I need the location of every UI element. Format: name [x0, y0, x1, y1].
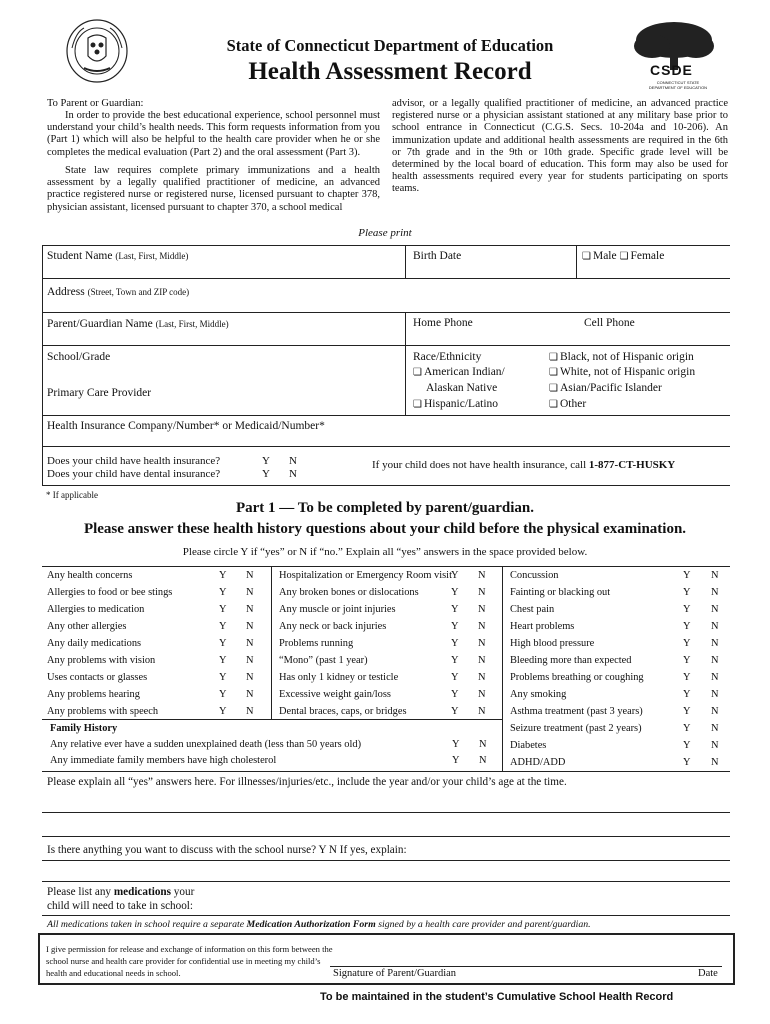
answer-no-col2-3[interactable]: N	[478, 604, 486, 615]
question-col3-11: Diabetes	[510, 740, 547, 751]
question-col2-5: Problems running	[279, 638, 354, 649]
meds-text-a: Please list any	[47, 886, 114, 898]
question-col3-10: Seizure treatment (past 2 years)	[510, 723, 642, 734]
nurse-line-2[interactable]	[42, 881, 730, 882]
explain-line-1[interactable]	[42, 812, 730, 813]
state-seal	[64, 18, 130, 84]
parent-name-hint: (Last, First, Middle)	[155, 319, 229, 329]
question-col3-5: High blood pressure	[510, 638, 595, 649]
answer-yes-col1-4[interactable]: Y	[219, 621, 227, 632]
health-ins-n[interactable]: N	[289, 455, 297, 467]
question-col3-12: ADHD/ADD	[510, 757, 566, 768]
answer-yes-col1-7[interactable]: Y	[219, 672, 227, 683]
answer-no-col3-5[interactable]: N	[711, 638, 719, 649]
question-col2-3: Any muscle or joint injuries	[279, 604, 396, 615]
question-col1-2: Allergies to food or bee stings	[47, 587, 173, 598]
answer-no-col3-8[interactable]: N	[711, 689, 719, 700]
answer-yes-col3-7[interactable]: Y	[683, 672, 691, 683]
answer-yes-col2-2[interactable]: Y	[451, 587, 459, 598]
dental-ins-y[interactable]: Y	[262, 468, 270, 480]
answer-no-col3-9[interactable]: N	[711, 706, 719, 717]
answer-no-col3-1[interactable]: N	[711, 570, 719, 581]
meds-note-a: All medications taken in school require a separate	[47, 919, 247, 930]
answer-no-col2-8[interactable]: N	[478, 689, 486, 700]
csde-logo-text: CSDE	[650, 62, 693, 78]
female-checkbox[interactable]: ❏ Female	[619, 250, 664, 262]
question-col3-1: Concussion	[510, 570, 559, 581]
answer-yes-col3-4[interactable]: Y	[683, 621, 691, 632]
answer-yes-col1-8[interactable]: Y	[219, 689, 227, 700]
race-white-checkbox[interactable]: ❏ White, not of Hispanic origin	[549, 366, 695, 378]
permission-text: I give permission for release and exchange of information on this form between the school nurse and health care provider for confidential use in meeting my child’s health and educational needs in school.	[46, 944, 333, 978]
if-applicable-note: * If applicable	[46, 490, 98, 500]
question-col3-3: Chest pain	[510, 604, 555, 615]
answer-yes-col2-4[interactable]: Y	[451, 621, 459, 632]
sex-options	[582, 250, 664, 262]
family-q1-y[interactable]: Y	[452, 739, 460, 750]
question-col3-8: Any smoking	[510, 689, 567, 700]
answer-yes-col2-6[interactable]: Y	[451, 655, 459, 666]
race-black-checkbox[interactable]: ❏ Black, not of Hispanic origin	[549, 351, 694, 363]
nurse-question[interactable]: Is there anything you want to discuss with the school nurse? Y N If yes, explain:	[47, 844, 407, 856]
answer-no-col1-9[interactable]: N	[246, 706, 254, 717]
answer-yes-col1-6[interactable]: Y	[219, 655, 227, 666]
explain-line-2[interactable]	[42, 836, 730, 837]
answer-yes-col2-1[interactable]: Y	[451, 570, 459, 581]
answer-no-col2-6[interactable]: N	[478, 655, 486, 666]
intro-salutation: To Parent or Guardian:	[47, 98, 144, 109]
birth-date-field[interactable]: Birth Date	[413, 250, 462, 262]
answer-no-col1-6[interactable]: N	[246, 655, 254, 666]
part1-instructions: Please circle Y if “yes” or N if “no.” Explain all “yes” answers in the space provided below.	[182, 546, 588, 558]
please-print: Please print	[358, 227, 412, 239]
insurance-field[interactable]: Health Insurance Company/Number* or Medicaid/Number*	[47, 420, 325, 432]
question-col1-5: Any daily medications	[47, 638, 142, 649]
husky-note	[372, 459, 675, 471]
answer-yes-col3-11[interactable]: Y	[683, 740, 691, 751]
answer-no-col3-12[interactable]: N	[711, 757, 719, 768]
answer-yes-col2-3[interactable]: Y	[451, 604, 459, 615]
question-col2-1: Hospitalization or Emergency Room visit	[279, 570, 452, 581]
question-col1-4: Any other allergies	[47, 621, 127, 632]
student-name-label: Student Name	[47, 250, 113, 262]
medications-prompt[interactable]	[47, 885, 194, 913]
date-label: Date	[698, 968, 718, 979]
intro-left-p2: State law requires complete primary immunizations and a health assessment by a legally qualified practitioner of medicine, an advanced practice registered nurse or registered nurse, licensed pursuant to chapter 378, physician assistant, licensed pursuant to chapter 370, a school medical	[47, 165, 380, 213]
part1-title: Part 1 — To be completed by parent/guardian.	[235, 500, 535, 516]
question-col1-6: Any problems with vision	[47, 655, 156, 666]
answer-no-col2-2[interactable]: N	[478, 587, 486, 598]
dental-ins-n[interactable]: N	[289, 468, 297, 480]
question-col3-2: Fainting or blacking out	[510, 587, 611, 598]
male-checkbox[interactable]: ❏ Male	[582, 250, 617, 262]
part1-subtitle: Please answer these health history questions about your child before the physical examination.	[83, 521, 687, 537]
answer-no-col1-8[interactable]: N	[246, 689, 254, 700]
agency-name: State of Connecticut Department of Education	[226, 36, 554, 55]
answer-no-col3-11[interactable]: N	[711, 740, 719, 751]
answer-no-col3-10[interactable]: N	[711, 723, 719, 734]
family-q1-n[interactable]: N	[479, 739, 487, 750]
answer-no-col2-4[interactable]: N	[478, 621, 486, 632]
answer-yes-col1-1[interactable]: Y	[219, 570, 227, 581]
csde-logo-subtext: CONNECTICUT STATE DEPARTMENT OF EDUCATION	[648, 80, 708, 90]
footer-note: To be maintained in the student’s Cumulative School Health Record	[320, 991, 674, 1003]
address-hint: (Street, Town and ZIP code)	[87, 287, 190, 297]
answer-no-col1-5[interactable]: N	[246, 638, 254, 649]
page-title: Health Assessment Record	[248, 58, 532, 85]
family-q2: Any immediate family members have high cholesterol	[50, 755, 277, 766]
husky-number: 1-877-CT-HUSKY	[588, 459, 676, 471]
race-alaskan-label: Alaskan Native	[426, 382, 498, 394]
school-grade-field[interactable]: School/Grade	[47, 351, 111, 363]
answer-no-col3-3[interactable]: N	[711, 604, 719, 615]
answer-yes-col2-9[interactable]: Y	[451, 706, 459, 717]
question-col2-7: Has only 1 kidney or testicle	[279, 672, 399, 683]
answer-yes-col3-1[interactable]: Y	[683, 570, 691, 581]
explain-prompt: Please explain all “yes” answers here. For illnesses/injuries/etc., include the year and/or your child’s age at the time.	[47, 776, 567, 788]
race-american-indian-checkbox[interactable]: ❏ American Indian/	[413, 366, 505, 378]
address-label: Address	[47, 286, 85, 298]
answer-yes-col3-12[interactable]: Y	[683, 757, 691, 768]
answer-yes-col3-10[interactable]: Y	[683, 723, 691, 734]
race-asian-checkbox[interactable]: ❏ Asian/Pacific Islander	[549, 382, 662, 394]
meds-text-c: your	[171, 886, 195, 898]
question-col3-7: Problems breathing or coughing	[510, 672, 644, 683]
race-other-checkbox[interactable]: ❏ Other	[549, 398, 586, 410]
student-name-hint: (Last, First, Middle)	[115, 251, 189, 261]
answer-yes-col3-3[interactable]: Y	[683, 604, 691, 615]
question-col1-7: Uses contacts or glasses	[47, 672, 148, 683]
meds-text-b: medications	[113, 886, 171, 898]
signature-line[interactable]	[330, 966, 722, 967]
family-history-label: Family History	[50, 723, 118, 734]
question-col1-1: Any health concerns	[47, 570, 133, 581]
answer-yes-col2-7[interactable]: Y	[451, 672, 459, 683]
meds-note-c: signed by a health care provider and parent/guardian.	[375, 919, 591, 930]
parent-name-field[interactable]	[47, 318, 229, 330]
answer-no-col1-4[interactable]: N	[246, 621, 254, 632]
answer-yes-col3-2[interactable]: Y	[683, 587, 691, 598]
family-q2-n[interactable]: N	[479, 755, 487, 766]
answer-yes-col1-9[interactable]: Y	[219, 706, 227, 717]
question-col3-6: Bleeding more than expected	[510, 655, 632, 666]
answer-yes-col2-5[interactable]: Y	[451, 638, 459, 649]
question-col2-2: Any broken bones or dislocations	[279, 587, 419, 598]
family-q2-y[interactable]: Y	[452, 755, 460, 766]
question-col1-9: Any problems with speech	[47, 706, 159, 717]
answer-no-col2-1[interactable]: N	[478, 570, 486, 581]
question-col3-4: Heart problems	[510, 621, 575, 632]
question-col2-6: “Mono” (past 1 year)	[279, 655, 368, 666]
dental-ins-question: Does your child have dental insurance?	[47, 468, 221, 480]
answer-yes-col1-2[interactable]: Y	[219, 587, 227, 598]
answer-yes-col3-5[interactable]: Y	[683, 638, 691, 649]
answer-yes-col1-5[interactable]: Y	[219, 638, 227, 649]
answer-yes-col3-8[interactable]: Y	[683, 689, 691, 700]
question-col3-9: Asthma treatment (past 3 years)	[510, 706, 643, 717]
meds-text-2: child will need to take in school:	[47, 900, 194, 912]
answer-no-col2-7[interactable]: N	[478, 672, 486, 683]
answer-no-col1-3[interactable]: N	[246, 604, 254, 615]
intro-left-p1: In order to provide the best educational experience, school personnel must understand your child’s health needs. This form requests information from you (Part 1) which will also be helpful to the health care provider when he or she completes the medical evaluation (Part 2) and the oral assessment (Part 3).	[47, 110, 380, 158]
question-col1-8: Any problems hearing	[47, 689, 140, 700]
answer-no-col2-9[interactable]: N	[478, 706, 486, 717]
answer-no-col1-1[interactable]: N	[246, 570, 254, 581]
seal-icon	[64, 18, 130, 84]
home-phone-field[interactable]: Home Phone	[413, 317, 473, 329]
medication-authorization-note	[47, 919, 591, 930]
question-col1-3: Allergies to medication	[47, 604, 145, 615]
question-col2-4: Any neck or back injuries	[279, 621, 387, 632]
health-ins-y[interactable]: Y	[262, 455, 270, 467]
answer-no-col1-2[interactable]: N	[246, 587, 254, 598]
health-ins-question: Does your child have health insurance?	[47, 455, 221, 467]
question-col2-8: Excessive weight gain/loss	[279, 689, 391, 700]
meds-note-b: Medication Authorization Form	[246, 919, 376, 930]
question-col2-9: Dental braces, caps, or bridges	[279, 706, 407, 717]
csde-logo	[628, 20, 720, 94]
intro-right-p: advisor, or a legally qualified practitioner of medicine, an advanced practice registered nurse or a physician assistant stationed at any military base prior to school entrance in Connecticut (C.G.S. Secs. 10-204a and 10-206). An immunization update and additional health assessments are required in the 6th or 7th grade and in the 9th or 10th grade. Specific grade level will be determined by the local board of education. This form may also be used for health assessments required every year for students participating on sports teams.	[392, 98, 728, 195]
answer-yes-col1-3[interactable]: Y	[219, 604, 227, 615]
signature-label: Signature of Parent/Guardian	[333, 968, 457, 979]
answer-no-col1-7[interactable]: N	[246, 672, 254, 683]
nurse-line-1[interactable]	[42, 860, 730, 861]
race-hispanic-checkbox[interactable]: ❏ Hispanic/Latino	[413, 398, 498, 410]
answer-no-col3-4[interactable]: N	[711, 621, 719, 632]
race-label: Race/Ethnicity	[413, 351, 482, 363]
answer-no-col3-2[interactable]: N	[711, 587, 719, 598]
husky-text: If your child does not have health insurance, call	[372, 459, 587, 471]
answer-yes-col3-6[interactable]: Y	[683, 655, 691, 666]
student-name-field[interactable]	[47, 250, 188, 262]
answer-no-col2-5[interactable]: N	[478, 638, 486, 649]
parent-name-label: Parent/Guardian Name	[47, 318, 153, 330]
answer-yes-col2-8[interactable]: Y	[451, 689, 459, 700]
family-q1: Any relative ever have a sudden unexplained death (less than 50 years old)	[50, 739, 362, 750]
answer-yes-col3-9[interactable]: Y	[683, 706, 691, 717]
address-field[interactable]	[47, 286, 189, 298]
answer-no-col3-6[interactable]: N	[711, 655, 719, 666]
primary-care-field[interactable]: Primary Care Provider	[47, 387, 152, 399]
answer-no-col3-7[interactable]: N	[711, 672, 719, 683]
cell-phone-field[interactable]: Cell Phone	[584, 317, 635, 329]
